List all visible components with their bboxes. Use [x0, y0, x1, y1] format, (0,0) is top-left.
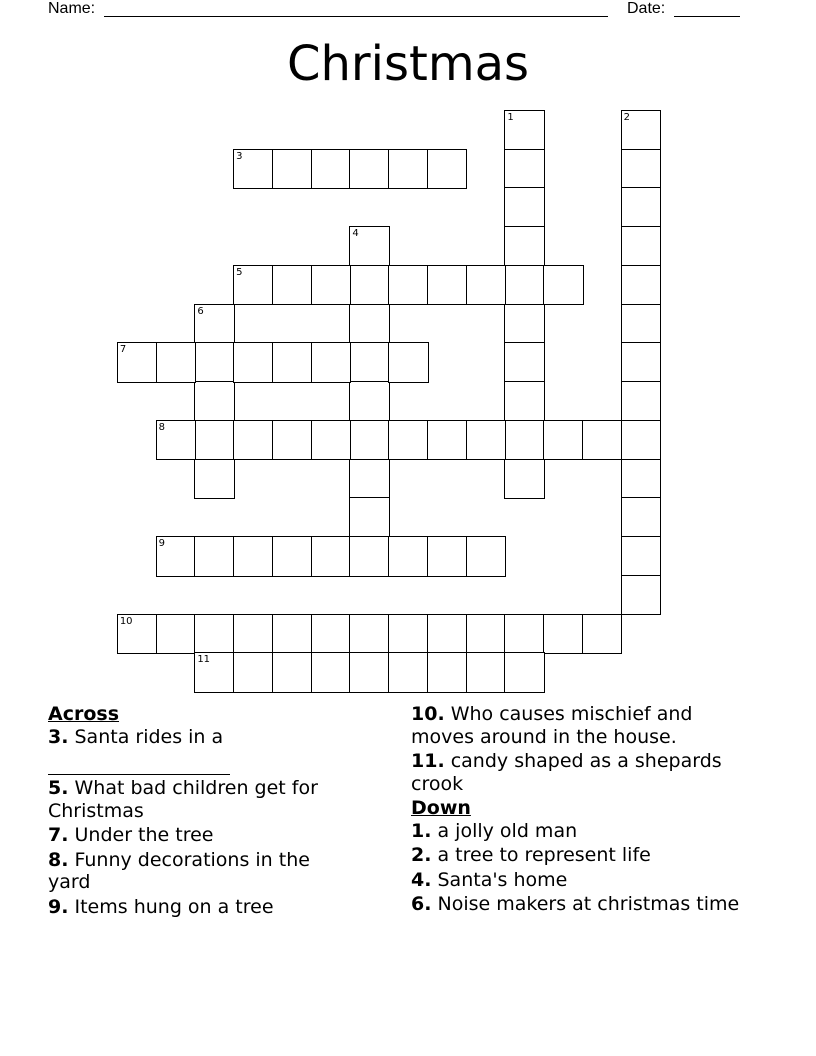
crossword-cell[interactable]	[272, 652, 313, 693]
crossword-cell[interactable]	[466, 265, 507, 306]
clue-across-9	[48, 896, 358, 919]
clue-answer-blank	[48, 748, 230, 775]
crossword-cell[interactable]	[621, 381, 662, 422]
crossword-cell[interactable]	[504, 110, 545, 151]
crossword-cell[interactable]	[194, 652, 235, 693]
clue-text: What bad children get for Christmas	[48, 777, 318, 822]
cell-number: 10	[119, 615, 133, 627]
clue-number: 8.	[48, 848, 69, 871]
crossword-cell[interactable]	[388, 265, 429, 306]
crossword-cell[interactable]	[427, 652, 468, 693]
clue-across-11	[411, 750, 751, 795]
clue-across-10	[411, 703, 751, 748]
crossword-cell[interactable]	[233, 149, 274, 190]
cell-number: 2	[623, 111, 630, 123]
crossword-cell[interactable]	[543, 420, 584, 461]
crossword-cell[interactable]	[311, 536, 352, 577]
crossword-cell[interactable]	[621, 265, 662, 306]
cell-number: 6	[197, 305, 204, 317]
crossword-cell[interactable]	[621, 459, 662, 500]
crossword-cell[interactable]	[621, 304, 662, 345]
crossword-cell[interactable]	[621, 110, 662, 151]
clue-down-4	[411, 869, 751, 892]
crossword-cell[interactable]	[156, 536, 197, 577]
clues-right-column	[411, 703, 751, 918]
crossword-cell[interactable]	[349, 149, 390, 190]
clue-text: Funny decorations in the yard	[48, 848, 310, 893]
crossword-cell[interactable]	[349, 342, 390, 383]
crossword-cell[interactable]	[543, 614, 584, 655]
crossword-cell[interactable]	[621, 536, 662, 577]
crossword-cell[interactable]	[349, 304, 390, 345]
crossword-cell[interactable]	[194, 342, 235, 383]
crossword-cell[interactable]	[504, 187, 545, 228]
cell-number: 5	[236, 266, 243, 278]
crossword-cell[interactable]	[621, 575, 662, 616]
crossword-cell[interactable]	[194, 381, 235, 422]
crossword-cell[interactable]	[156, 342, 197, 383]
cell-number: 11	[197, 654, 211, 666]
crossword-cell[interactable]	[156, 420, 197, 461]
clue-number: 11.	[411, 750, 445, 772]
crossword-cell[interactable]	[117, 614, 158, 655]
clue-down-6	[411, 893, 751, 916]
cell-number: 7	[119, 344, 127, 356]
clue-number: 1.	[411, 819, 432, 842]
crossword-cell[interactable]	[427, 614, 468, 655]
crossword-cell[interactable]	[233, 614, 274, 655]
clue-down-1	[411, 820, 751, 843]
clue-text: Under the tree	[74, 824, 214, 846]
crossword-cell[interactable]	[272, 614, 313, 655]
clue-across-8	[48, 849, 358, 894]
cell-number: 4	[352, 228, 359, 240]
crossword-cell[interactable]	[621, 187, 662, 228]
crossword-cell[interactable]	[543, 265, 584, 306]
crossword-cell[interactable]	[272, 536, 313, 577]
clue-number: 4.	[411, 868, 432, 891]
crossword-cell[interactable]	[388, 652, 429, 693]
clue-number: 7.	[48, 824, 69, 846]
clue-text: candy shaped as a shepards crook	[411, 750, 722, 795]
crossword-cell[interactable]	[194, 304, 235, 345]
clue-number: 5.	[48, 777, 69, 799]
crossword-cell[interactable]	[233, 342, 274, 383]
crossword-cell[interactable]	[233, 652, 274, 693]
date-label: Date:	[627, 0, 666, 17]
name-label: Name:	[48, 0, 96, 17]
crossword-cell[interactable]	[311, 342, 352, 383]
clue-number: 6.	[411, 893, 432, 915]
crossword-cell[interactable]	[427, 420, 468, 461]
crossword-cell[interactable]	[349, 614, 390, 655]
crossword-cell[interactable]	[504, 265, 545, 306]
crossword-cell[interactable]	[349, 381, 390, 422]
clue-text: Santa's home	[437, 868, 568, 891]
crossword-cell[interactable]	[233, 265, 274, 306]
crossword-cell[interactable]	[194, 614, 235, 655]
crossword-cell[interactable]	[349, 265, 390, 306]
crossword-cell[interactable]	[504, 149, 545, 190]
down-heading: Down	[411, 797, 471, 819]
crossword-cell[interactable]	[621, 226, 662, 267]
clue-text: Who causes mischief and moves around in the house.	[411, 703, 693, 748]
crossword-cell[interactable]	[311, 149, 352, 190]
crossword-cell[interactable]	[582, 420, 623, 461]
clue-text: Noise makers at christmas time	[437, 893, 740, 915]
crossword-cell[interactable]	[388, 536, 429, 577]
clue-text: Items hung on a tree	[74, 895, 274, 918]
crossword-cell[interactable]	[349, 420, 390, 461]
crossword-cell[interactable]	[427, 149, 468, 190]
cell-number: 8	[158, 421, 165, 433]
crossword-cell[interactable]	[504, 304, 545, 345]
clue-across-7	[48, 824, 358, 847]
name-blank-line[interactable]	[104, 16, 608, 17]
crossword-cell[interactable]	[504, 459, 545, 500]
date-blank-line[interactable]	[674, 16, 740, 17]
clue-across-5	[48, 777, 358, 822]
crossword-cell[interactable]	[582, 614, 623, 655]
crossword-cell[interactable]	[621, 149, 662, 190]
crossword-cell[interactable]	[504, 420, 545, 461]
clue-number: 2.	[411, 844, 432, 866]
crossword-cell[interactable]	[621, 342, 662, 383]
crossword-cell[interactable]	[466, 420, 507, 461]
crossword-cell[interactable]	[233, 536, 274, 577]
crossword-cell[interactable]	[117, 342, 158, 383]
clue-number: 9.	[48, 895, 69, 918]
crossword-cell[interactable]	[272, 149, 313, 190]
crossword-cell[interactable]	[504, 381, 545, 422]
crossword-cell[interactable]	[349, 226, 390, 267]
crossword-cell[interactable]	[466, 536, 507, 577]
across-heading: Across	[48, 703, 120, 725]
crossword-cell[interactable]	[466, 652, 507, 693]
crossword-cell[interactable]	[621, 497, 662, 538]
crossword-cell[interactable]	[427, 265, 468, 306]
crossword-cell[interactable]	[272, 265, 313, 306]
crossword-cell[interactable]	[233, 420, 274, 461]
crossword-cell[interactable]	[311, 652, 352, 693]
crossword-cell[interactable]	[466, 614, 507, 655]
crossword-cell[interactable]	[272, 420, 313, 461]
crossword-cell[interactable]	[504, 226, 545, 267]
crossword-cell[interactable]	[311, 265, 352, 306]
clue-number: 3.	[48, 725, 69, 748]
cell-number: 3	[236, 150, 243, 162]
crossword-cell[interactable]	[388, 149, 429, 190]
page-title: Christmas	[286, 36, 529, 92]
crossword-cell[interactable]	[272, 342, 313, 383]
crossword-cell[interactable]	[156, 614, 197, 655]
crossword-cell[interactable]	[349, 497, 390, 538]
crossword-cell[interactable]	[311, 420, 352, 461]
crossword-cell[interactable]	[504, 614, 545, 655]
cell-number: 9	[158, 538, 165, 550]
crossword-cell[interactable]	[194, 536, 235, 577]
clues-left-column	[48, 703, 358, 920]
crossword-cell[interactable]	[388, 420, 429, 461]
crossword-cell[interactable]	[504, 652, 545, 693]
crossword-cell[interactable]	[349, 652, 390, 693]
cell-number: 1	[507, 111, 514, 123]
crossword-cell[interactable]	[194, 459, 235, 500]
clue-number: 10.	[411, 703, 445, 725]
crossword-cell[interactable]	[388, 342, 429, 383]
crossword-cell[interactable]	[194, 420, 235, 461]
crossword-cell[interactable]	[504, 342, 545, 383]
crossword-cell[interactable]	[388, 614, 429, 655]
crossword-cell[interactable]	[621, 420, 662, 461]
crossword-cell[interactable]	[427, 536, 468, 577]
clue-down-2	[411, 844, 751, 867]
crossword-cell[interactable]	[349, 459, 390, 500]
clue-text: a tree to represent life	[437, 844, 651, 866]
clue-text: Santa rides in a	[74, 725, 224, 748]
clue-across-3	[48, 726, 358, 776]
crossword-cell[interactable]	[311, 614, 352, 655]
clue-text: a jolly old man	[437, 819, 578, 842]
crossword-cell[interactable]	[349, 536, 390, 577]
